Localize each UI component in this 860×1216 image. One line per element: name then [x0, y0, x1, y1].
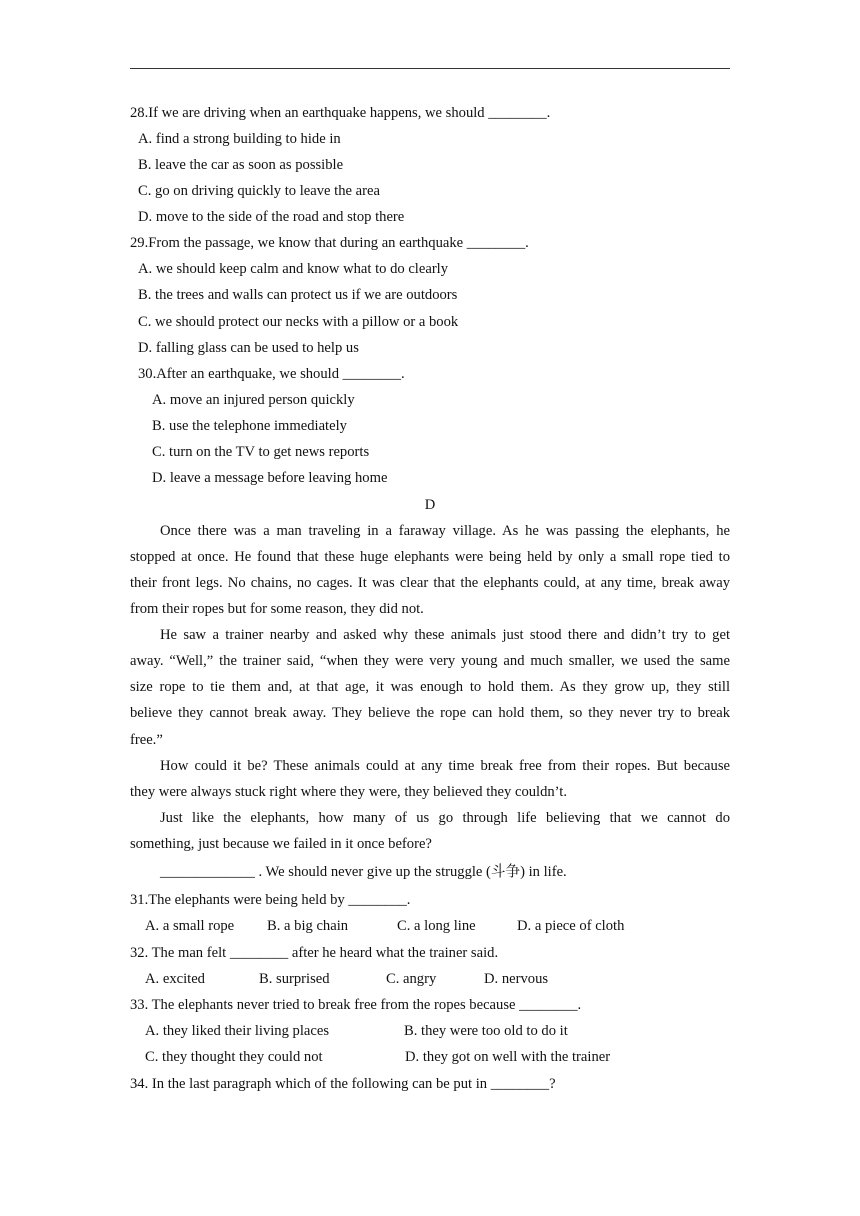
section-heading: D — [424, 497, 436, 513]
question-28-stem: 28.If we are driving when an earthquake happens, we should ________. — [130, 105, 551, 121]
q33-option-d: D. they got on well with the trainer — [405, 1049, 611, 1065]
question-33-stem: 33. The elephants never tried to break free from the ropes because ________. — [130, 997, 582, 1013]
passage-line: believe they cannot break away. They believe the rope can hold them, so they never try to break — [130, 705, 730, 721]
q33-option-a: A. they liked their living places — [145, 1023, 329, 1039]
passage-line: Once there was a man traveling in a faraway village. As he was passing the elephants, he — [160, 523, 730, 539]
q28-option-b: B. leave the car as soon as possible — [138, 157, 344, 173]
q31-option-b: B. a big chain — [267, 918, 349, 934]
header-rule — [130, 68, 730, 69]
q32-option-d: D. nervous — [484, 971, 549, 987]
q31-option-d: D. a piece of cloth — [517, 918, 625, 934]
q29-option-d: D. falling glass can be used to help us — [138, 340, 359, 356]
passage-line: free.” — [130, 732, 163, 748]
q32-option-b: B. surprised — [259, 971, 330, 987]
passage-line: He saw a trainer nearby and asked why these animals just stood there and didn’t try to get — [160, 627, 730, 643]
question-32-stem: 32. The man felt ________ after he heard what the trainer said. — [130, 945, 499, 961]
question-30-stem: 30.After an earthquake, we should ________. — [138, 366, 405, 382]
passage-line: How could it be? These animals could at any time break free from their ropes. But because — [160, 758, 730, 774]
q33-option-b: B. they were too old to do it — [404, 1023, 568, 1039]
q32-option-c: C. angry — [386, 971, 437, 987]
passage-line: something, just because we failed in it once before? — [130, 836, 432, 852]
q30-option-d: D. leave a message before leaving home — [152, 470, 388, 486]
passage-line: stopped at once. He found that these huge elephants were being held by only a small rope tied to — [130, 549, 730, 565]
passage-line: their front legs. No chains, no cages. It was clear that the elephants could, at any time, break away — [130, 575, 730, 591]
passage-blank-line: _____________ . We should never give up the struggle (斗争) in life. — [160, 864, 567, 880]
q32-option-a: A. excited — [145, 971, 205, 987]
q29-option-c: C. we should protect our necks with a pillow or a book — [138, 314, 459, 330]
question-29-stem: 29.From the passage, we know that during an earthquake ________. — [130, 235, 529, 251]
passage-line: Just like the elephants, how many of us go through life believing that we cannot do — [160, 810, 730, 826]
q29-option-a: A. we should keep calm and know what to do clearly — [138, 261, 449, 277]
q30-option-b: B. use the telephone immediately — [152, 418, 347, 434]
q30-option-c: C. turn on the TV to get news reports — [152, 444, 370, 460]
q33-option-c: C. they thought they could not — [145, 1049, 323, 1065]
q31-option-c: C. a long line — [397, 918, 476, 934]
q31-option-a: A. a small rope — [145, 918, 235, 934]
passage-line: away. “Well,” the trainer said, “when they were very young and much smaller, we used the same — [130, 653, 730, 669]
passage-line: they were always stuck right where they were, they believed they couldn’t. — [130, 784, 567, 800]
passage-line: size rope to tie them and, at that age, it was enough to hold them. As they grow up, they still — [130, 679, 730, 695]
question-34-stem: 34. In the last paragraph which of the following can be put in ________? — [130, 1076, 556, 1092]
q28-option-a: A. find a strong building to hide in — [138, 131, 341, 147]
q29-option-b: B. the trees and walls can protect us if we are outdoors — [138, 287, 458, 303]
question-31-stem: 31.The elephants were being held by ________. — [130, 892, 411, 908]
q28-option-d: D. move to the side of the road and stop there — [138, 209, 405, 225]
q30-option-a: A. move an injured person quickly — [152, 392, 355, 408]
passage-line: from their ropes but for some reason, they did not. — [130, 601, 424, 617]
q28-option-c: C. go on driving quickly to leave the area — [138, 183, 380, 199]
